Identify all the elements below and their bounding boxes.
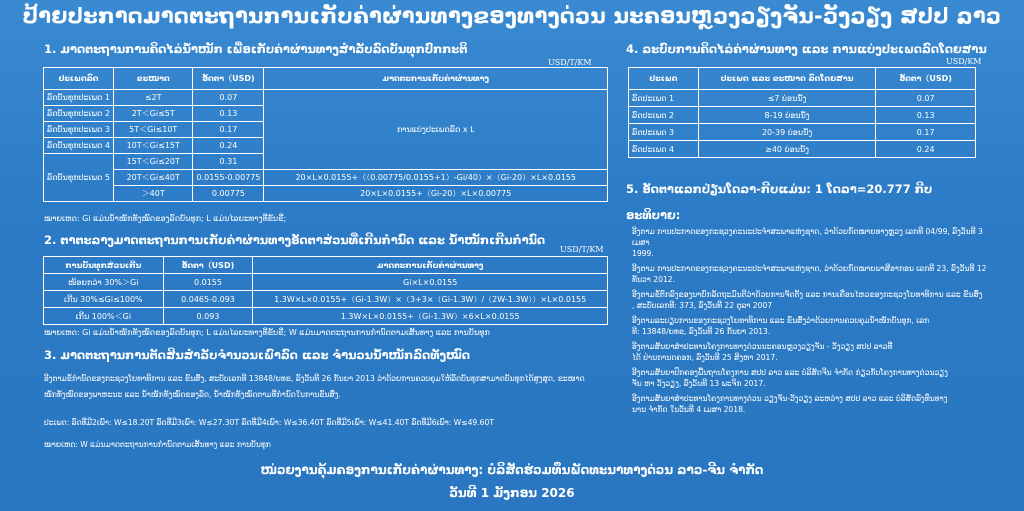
method-cell: 20×L×0.0155+（Gi-20）×L×0.00775 <box>264 186 608 202</box>
rate-value: 0.17 <box>193 122 264 138</box>
table-row <box>44 308 608 325</box>
header-cell: ມາດຕະການເກັບຄ່າຜ່ານທາງ <box>264 68 608 90</box>
overload-rate-table <box>43 256 608 325</box>
method-cell: 20×L×0.0155+（（0.00775/0.0155+1）-Gi/40）×（Gi-20）×L×0.0155 <box>264 170 608 186</box>
exchange-rate-heading: 5. ອັດຕາແລກປ່ຽນໂດລາ-ກີບແມ່ນ: 1 ໂດລາ=20.777 ກີບ <box>626 182 933 196</box>
seat-range: 8-19 ບ່ອນນັ່ງ <box>698 107 876 124</box>
section-3-note: ໝາຍເຫດ: W ແມ່ນມາດຕະຖານການກຳນົດຕາມເສັ້ນທາງ ແລະ ການບັນທຸກ <box>44 440 271 449</box>
rate-value: 0.0155-0.00775 <box>193 170 264 186</box>
table-row <box>629 124 976 141</box>
header-cell: ປະເພດລົດ <box>44 68 114 90</box>
size-range: 10T＜Gi≤15T <box>113 138 192 154</box>
footer-organization: ໜ່ວຍງານຄຸ້ມຄອງການເກັບຄ່າຜ່ານທາງ: ບໍລິສັດຮ່ວມທຶນພັດທະນາທາງດ່ວນ ລາວ-ຈີນ ຈຳກັດ <box>260 463 764 477</box>
table-row <box>629 141 976 158</box>
size-range: 5T＜Gi≤10T <box>113 122 192 138</box>
basis-line: ອີງຕາມຂໍ້ຕົກລົງຂອງນາຍົກລັດຖະມົນຕີວ່າດ້ວຍການຈັດຕັ້ງ ແລະ ການເຄື່ອນໄຫວຂອງກະຊວງໂຍທາທິການ ແລະ ຂົນສົ່ງ <box>632 290 983 299</box>
rate-value: 0.24 <box>193 138 264 154</box>
table-row <box>44 186 608 202</box>
method-cell: Gi×L×0.0155 <box>253 274 608 291</box>
size-range: 20T＜Gi≤40T <box>113 170 192 186</box>
basis-line: ອີງຕາມ ການປະກາດຂອງກະຊວງຄະນະປະຈຳສະພາແຫ່ງຊາດ, ວ່າດ້ວຍກົດໝາຍທາງຫຼວງ ເລກທີ 04/99, ລົງວັນທີ 3 ເມສາ <box>632 227 983 247</box>
basis-line: ທີ: 13848/ຍທຂ, ລົງວັນທີ 26 ກັນຍາ 2013. <box>632 327 771 336</box>
rate-value: 0.0465-0.093 <box>163 291 253 308</box>
basis-line: ນານ ຈຳກັດ ໃນວັນທີ 4 ເມສາ 2018. <box>632 405 746 414</box>
vehicle-type: ລົດບັນທຸກປະເພດ 2 <box>44 106 114 122</box>
header-cell: ຂະໜາດ <box>113 68 192 90</box>
size-range: 15T＜Gi≤20T <box>113 154 192 170</box>
header-cell: ອັດຕາ（USD) <box>163 257 253 274</box>
rate-value: 0.24 <box>876 141 976 158</box>
seat-range: ≥40 ບ່ອນນັ່ງ <box>698 141 876 158</box>
table-row <box>44 90 608 106</box>
passenger-rate-table <box>628 67 976 158</box>
vehicle-type: ລົດບັນທຸກປະເພດ 5 <box>44 154 114 202</box>
size-range: 2T＜Gi≤5T <box>113 106 192 122</box>
header-cell: ປະເພດ <box>629 68 699 90</box>
page-title: ປ້າຍປະກາດມາດຕະຖານການເກັບຄ່າຜ່ານທາງຂອງທາງດ່ວນ ນະຄອນຫຼວງວຽງຈັນ-ວັງວຽງ ສປປ ລາວ <box>22 4 1002 28</box>
overload-range: ໜ້ອຍກວ່າ 30%＞Gi <box>44 274 164 291</box>
header-cell: ອັດຕາ（USD) <box>193 68 264 90</box>
vehicle-type: ລົດປະເພດ 2 <box>629 107 699 124</box>
basis-line: ອີງຕາມລະບຽບການຂອງກະຊວງໂຍທາທິການ ແລະ ຂົນສົ່ງວ່າດ້ວຍການຄວບຄຸມນ້ຳໜັກບັນທຸກ, ເລກ <box>632 316 930 325</box>
table-row <box>44 274 608 291</box>
section-1-note: ໝາຍເຫດ: Gi ແມ່ນນ້ຳໜັກທັງໝົດຂອງລົດບັນທຸກ; L ແມ່ນໄລຍະທາງທີ່ຂັບຂີ່; <box>44 214 287 223</box>
overload-range: ເກີນ 30%≤Gi≤100% <box>44 291 164 308</box>
seat-range: ≤7 ບ່ອນນັ່ງ <box>698 90 876 107</box>
basis-list <box>632 226 1002 415</box>
table-row <box>629 107 976 124</box>
rate-value: 0.093 <box>163 308 253 325</box>
basis-line: ອີງຕາມສັນຍາສຳປະທານໂຄງການທາງດ່ວນ ວຽງຈັນ-ວັງວຽງ ລະຫວ່າງ ສປປ ລາວ ແລະ ບໍລິສັດລົງທຶນທາງ <box>632 394 948 403</box>
header-cell: ອັດຕາ（USD) <box>876 68 976 90</box>
section-2-unit: USD/T/KM <box>560 245 604 254</box>
rate-value: 0.13 <box>193 106 264 122</box>
table-header-row <box>44 257 608 274</box>
header-cell: ປະເພດ ແລະ ຂະໜາດ ລົດໂດຍສານ <box>698 68 876 90</box>
size-range: ＞40T <box>113 186 192 202</box>
rate-value: 0.07 <box>876 90 976 107</box>
table-row <box>629 90 976 107</box>
vehicle-type: ລົດປະເພດ 3 <box>629 124 699 141</box>
section-2-heading: 2. ຕາຕະລາງມາດຕະຖານການເກັບຄ່າຜ່ານທາງອັດຕາສ່ວນທີ່ເກີນກຳນົດ ແລະ ນ້ຳໜັກເກີນກຳນົດ <box>44 233 546 247</box>
section-3-heading: 3. ມາດຕະຖານການຕັດສິນສຳລັບຈຳນວນເພົາລົດ ແລະ ຈຳນວນນ້ຳໜັກລົດທັງໝົດ <box>44 348 470 362</box>
section-2-note: ໝາຍເຫດ: Gi ແມ່ນນ້ຳໜັກທັງໝົດຂອງລົດບັນທຸກ; L ແມ່ນໄລຍະທາງທີ່ຂັບຂີ່; W ແມ່ນມາດຕະຖານການກຳນົດຕາມເສັ້ນທາງ ແລະ ການບັນທຸກ <box>44 328 490 337</box>
section-3-text: ອີງຕາມຂໍ້ກຳນົດຂອງກະຊວງໂຍທາທິການ ແລະ ຂົນສົ່ງ, ສະບັບເລກທີ 13848/ຍທຂ, ລົງວັນທີ 26 ກັນຍາ 2013 ວ່າດ້ວຍການຄວບຄຸມໃຫ້ລົດບັນທຸກສາມາດບັນທຸກໄດ້ສູງສຸດ, ຂະໜາດ <box>44 374 585 383</box>
vehicle-type: ລົດປະເພດ 4 <box>629 141 699 158</box>
rate-value: 0.31 <box>193 154 264 170</box>
truck-rate-table <box>43 67 608 202</box>
vehicle-type: ລົດປະເພດ 1 <box>629 90 699 107</box>
vehicle-type: ລົດບັນທຸກປະເພດ 3 <box>44 122 114 138</box>
basis-line: 1999. <box>632 249 654 258</box>
method-cell: 1.3W×L×0.0155+（Gi-1.3W）×（3+3×（Gi-1.3W）/（2W-1.3W））×L×0.0155 <box>253 291 608 308</box>
basis-line: ອີງຕາມສັນຍາສຳປະທານໂຄງການທາງດ່ວນນະຄອນຫຼວງວຽງຈັນ - ວັງວຽງ ສປປ ລາວທີ່ <box>632 342 893 351</box>
rate-value: 0.0155 <box>163 274 253 291</box>
basis-heading: ອະທິບາຍ: <box>626 208 681 222</box>
rate-value: 0.00775 <box>193 186 264 202</box>
basis-line: ທັນວາ 2012. <box>632 275 676 284</box>
section-1-heading: 1. ມາດຕະຖານການຄິດໄລ່ນ້ຳໜັກ ເພື່ອເກັບຄ່າຜ່ານທາງສຳລັບລົດບັນທຸກປົກກະຕິ <box>44 42 468 56</box>
basis-line: , ສະບັບເລກທີ: 373, ລົງວັນທີ 22 ຕຸລາ 2007 <box>632 301 773 310</box>
footer-date: ວັນທີ 1 ມັງກອນ 2026 <box>449 486 575 500</box>
section-4-unit: USD/KM <box>946 57 982 66</box>
size-range: ≤2T <box>113 90 192 106</box>
rate-value: 0.17 <box>876 124 976 141</box>
section-4-heading: 4. ລະບົບການຄິດໄລ່ຄ່າຜ່ານທາງ ແລະ ການແບ່ງປະເພດລົດໂດຍສານ <box>626 42 987 56</box>
table-header-row <box>44 68 608 90</box>
method-cell: 1.3W×L×0.0155+（Gi-1.3W）×6×L×0.0155 <box>253 308 608 325</box>
basis-line: ຈັນ ຫາ ວັງວຽງ, ລົງວັນທີ 13 ພະຈິກ 2017. <box>632 379 766 388</box>
axle-limits: ປະເພດ: ລົດທີ່ມີ2ເພົາ: W≤18.20T ລົດທີ່ມີ3ເພົາ: W≤27.30T ລົດທີ່ມີ4ເພົາ: W≤36.40T ລົດທີ່ມີ5ເພົາ: W≤41.40T ລົດທີ່ມີ6ເພົາ: W≤49.60T <box>44 418 494 427</box>
overload-range: ເກີນ 100%＜Gi <box>44 308 164 325</box>
vehicle-type: ລົດບັນທຸກປະເພດ 1 <box>44 90 114 106</box>
header-cell: ມາດຕະການເກັບຄ່າຜ່ານທາງ <box>253 257 608 274</box>
vehicle-type: ລົດບັນທຸກປະເພດ 4 <box>44 138 114 154</box>
seat-range: 20-39 ບ່ອນນັ່ງ <box>698 124 876 141</box>
basis-line: ໄດ້ ປ່ານການດຄອກ, ລົງວັນທີ 25 ສິງຫາ 2017. <box>632 353 778 362</box>
rate-value: 0.07 <box>193 90 264 106</box>
header-cell: ການບັນທຸກສ່ວນເກີນ <box>44 257 164 274</box>
basis-line: ອີງຕາມ ການປະກາດຂອງກະຊວງຄະນະປະຈຳສະພາແຫ່ງຊາດ, ວ່າດ້ວຍກົດໝາຍພາສີອາກອນ ເລກທີ 23, ລົງວັນທີ 12 <box>632 264 987 273</box>
table-header-row <box>629 68 976 90</box>
table-row <box>44 170 608 186</box>
basis-line: ອີງຕາມສັນຍາປົກຄອງພື້ນຖານໂຄງການ ສປປ ລາວ ແລະ ບໍລິສັດຈີນ ຈຳກັດ ກ່ຽວກັບໂຄງການທາງດ່ວນວຽງ <box>632 368 948 377</box>
section-1-unit: USD/T/KM <box>548 58 592 67</box>
method-cell: ການແບ່ງປະເພດລົດ x L <box>264 90 608 170</box>
rate-value: 0.13 <box>876 107 976 124</box>
section-3-text: ໜັກທັງໝົດຂອງພາຫະນະ ແລະ ນ້ຳໜັກທັງໝົດຂອງລົດ, ນ້ຳໜັກທັງໝົດຕາມທີ່ກຳນົດໃນການຂົນສົ່ງ. <box>44 390 341 399</box>
table-row <box>44 291 608 308</box>
